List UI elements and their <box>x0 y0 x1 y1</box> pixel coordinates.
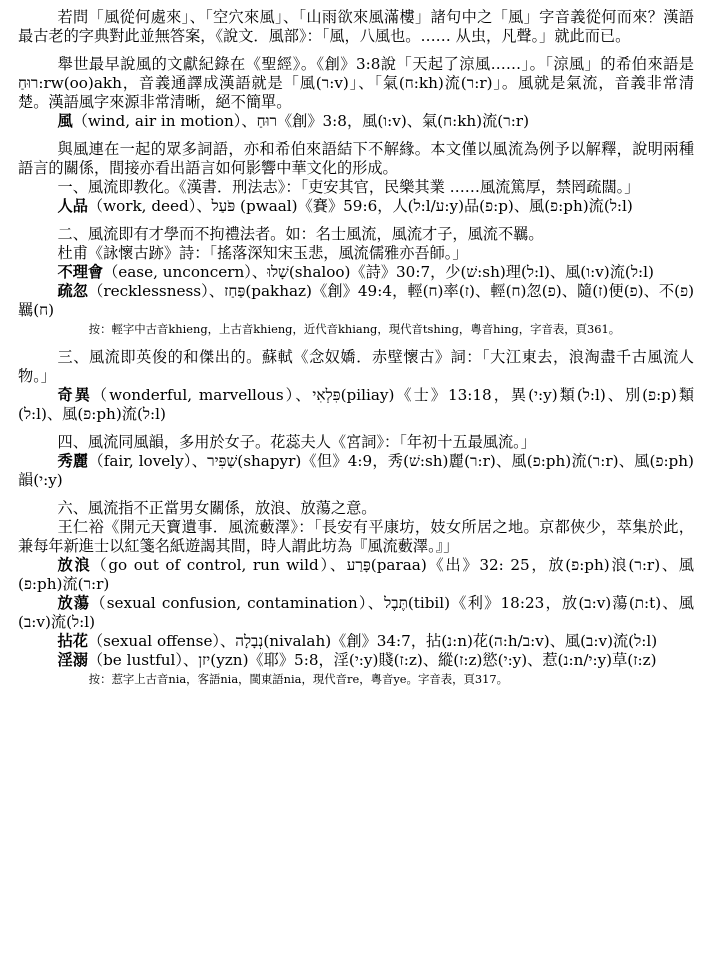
vocab-term: 風 <box>57 112 73 130</box>
vocab-entry <box>18 263 694 282</box>
vocab-definition: （wind, air in motion）、רוּחַ《創》3:8，風(ו:v)、氣(ח:kh)流(ר:r) <box>72 112 529 130</box>
paragraph: 二、風流即有才學而不拘禮法者。如：名士風流，風流才子，風流不羈。 <box>57 225 544 243</box>
footnote: 按：惹字上古音nia，客語nia，閩東語nia，現代音re，粵音ye。字音表，頁317。 <box>88 672 509 686</box>
vocab-entry <box>18 452 694 490</box>
vocab-entry <box>18 282 694 320</box>
vocab-definition: （sexual confusion, contamination）、תֶּבֶל(tibil)《利》18:23，放(ב:v)蕩(ת:t)、風(ב:v)流(ל:l) <box>18 594 694 631</box>
paragraph: 三、風流即英俊的和傑出的。蘇軾《念奴嬌．赤壁懷古》詞：「大江東去，浪淘盡千古風流人物。」 <box>18 348 694 385</box>
vocab-term: 秀麗 <box>57 452 89 470</box>
vocab-term: 人品 <box>57 197 88 215</box>
vocab-entry <box>18 112 694 131</box>
paragraph: 與風連在一起的眾多詞語，亦和希伯來語結下不解緣。本文僅以風流為例予以解釋，說明兩種語言的關係，間接亦看出語言如何影響中華文化的形成。 <box>18 140 694 177</box>
paragraph: 舉世最早說風的文獻紀錄在《聖經》。《創》3:8說「天起了涼風……」。「涼風」的希伯來語是רוּחַ:rw(oo)akh，音義通譯成漢語就是「風(ר:v)」、「氣(ח:kh)流(ר:r)」。風就是氣流，音義非常清楚。漢語風字來源非常清晰，絕不簡單。 <box>18 55 695 111</box>
vocab-term: 淫溺 <box>57 651 88 669</box>
vocab-term: 放浪 <box>57 556 92 574</box>
vocab-term: 放蕩 <box>57 594 91 612</box>
paragraph: 王仁裕《開元天寶遺事．風流藪澤》：「長安有平康坊，妓女所居之地。京都俠少，萃集於此，兼每年新進士以紅箋名紙遊謁其間，時人謂此坊為『風流藪澤。』」 <box>18 518 694 555</box>
vocab-entry <box>18 651 694 670</box>
vocab-definition: （wonderful, marvellous）、פִּלְאִי(piliay)《士》13:18，異(י:y)類(ל:l)、別(פ:p)類(ל:l)、風(פ:ph)流(ל:l) <box>18 386 695 423</box>
vocab-entry <box>18 594 694 632</box>
vocab-definition: （go out of control, run wild）、פָּרַע(paraa)《出》32: 25，放(פ:ph)浪(ר:r)、風(פ:ph)流(ר:r) <box>18 556 694 593</box>
footnote: 按：輕字中古音khieng，上古音khieng，近代音khiang，現代音tshing，粵音hing，字音表，頁361。 <box>88 322 621 336</box>
paragraph: 一、風流即教化。《漢書．刑法志》：「吏安其官，民樂其業 ……風流篤厚，禁罔疏闊。」 <box>57 178 640 196</box>
vocab-term: 奇異 <box>57 386 92 404</box>
paragraph: 杜甫《詠懷古跡》詩：「搖落深知宋玉悲，風流儒雅亦吾師。」 <box>57 244 468 262</box>
vocab-definition: （sexual offense）、נְבָלָה(nivalah)《創》34:7，拈(נ:n)花(ה:h/ב:v)、風(ב:v)流(ל:l) <box>87 632 658 650</box>
vocab-entry <box>18 386 694 424</box>
paragraph: 六、風流指不正當男女關係，放浪、放蕩之意。 <box>57 499 377 517</box>
vocab-term: 不理會 <box>57 263 104 281</box>
vocab-entry <box>18 197 694 216</box>
paragraph: 四、風流同風韻，多用於女子。花蕊夫人《宮詞》：「年初十五最風流。」 <box>57 433 536 451</box>
vocab-entry <box>18 632 694 651</box>
vocab-definition: （recklessness）、פַּחַז(pakhaz)《創》49:4，輕(ח)率(ז)、輕(ח)忽(פ)、隨(ז)便(פ)、不(פ)羈(ח) <box>18 282 694 319</box>
vocab-definition: （work, deed）、פֹּעַל (pwaal)《賽》59:6，人(ל:l/ע:y)品(פ:p)、風(פ:ph)流(ל:l) <box>87 197 633 215</box>
vocab-definition: （be lustful）、יזן(yzn)《耶》5:8，淫(י:y)賤(ז:z)、縱(ז:z)慾(י:y)、惹(נ:n/י:y)草(ז:z) <box>87 651 657 669</box>
vocab-term: 疏忽 <box>57 282 89 300</box>
vocab-definition: （fair, lovely）、שַׁפִּיר(shapyr)《但》4:9，秀(שׁ:sh)麗(ר:r)、風(פ:ph)流(ר:r)、風(פ:ph)韻(י:y) <box>18 452 694 489</box>
paragraph: 若問「風從何處來」、「空穴來風」、「山雨欲來風滿樓」諸句中之「風」字音義從何而來？漢語最古老的字典對此並無答案，《說文．風部》：「風，八風也。…… 从虫，凡聲。」就此而已。 <box>18 8 694 45</box>
vocab-definition: （ease, unconcern）、שָׁלוּ(shaloo)《詩》30:7，少(שׁ:sh)理(ל:l)、風(ו:v)流(ל:l) <box>103 263 654 281</box>
vocab-term: 拈花 <box>57 632 88 650</box>
vocab-entry <box>18 556 694 594</box>
